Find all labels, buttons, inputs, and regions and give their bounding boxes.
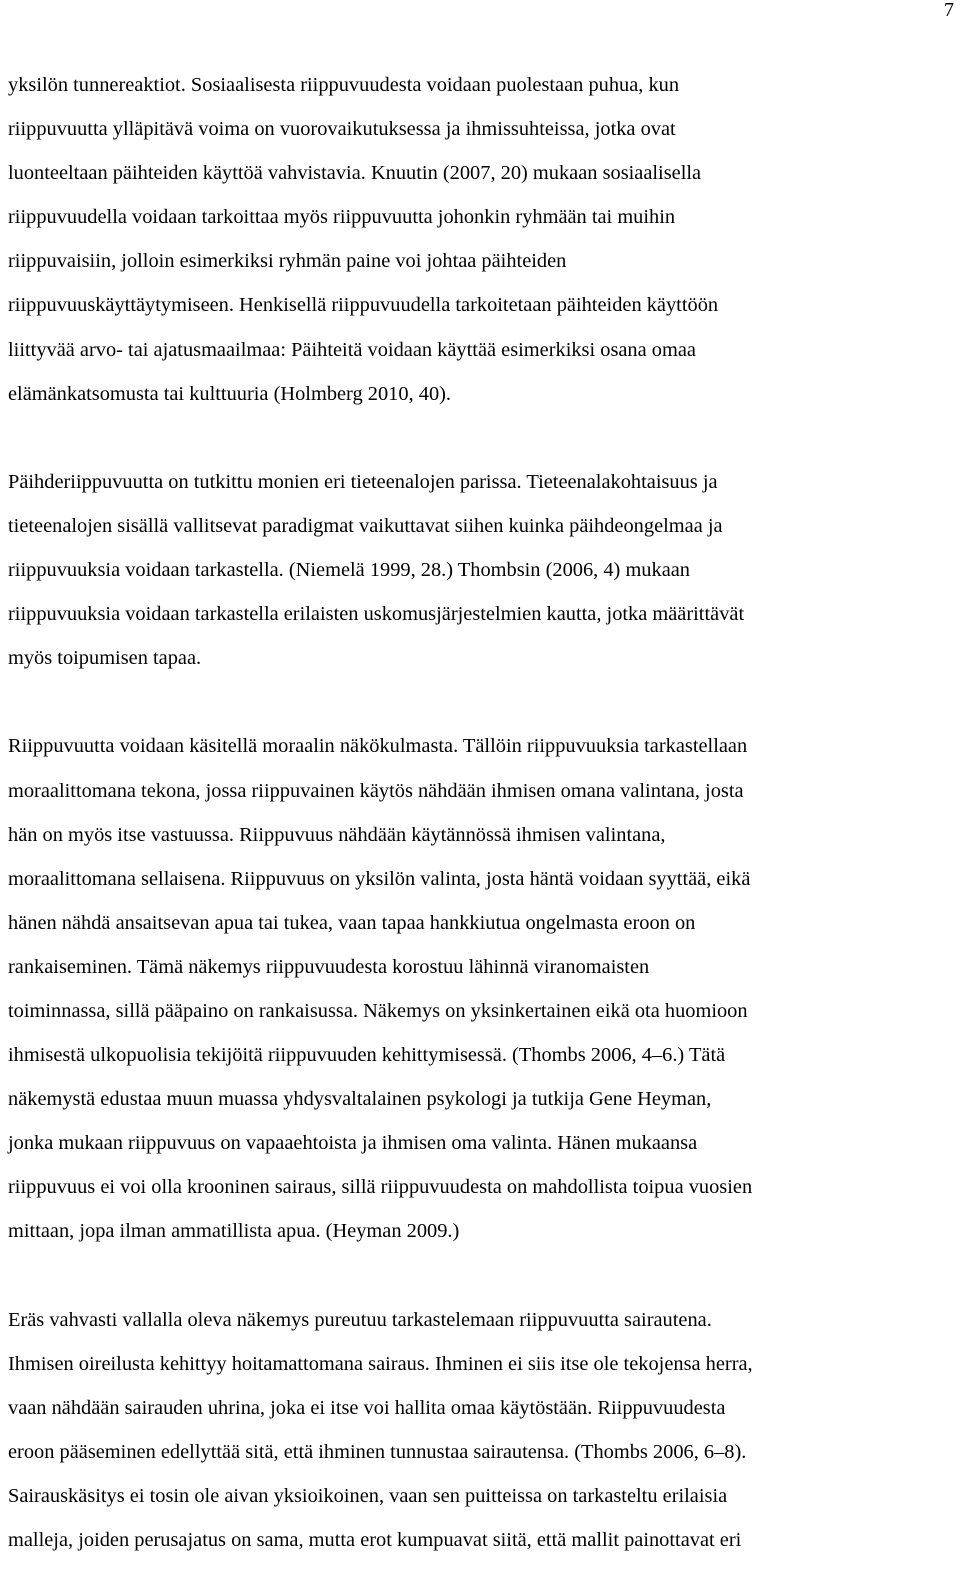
paragraph-moral-model <box>8 724 952 1253</box>
paragraph-disease-model <box>8 1298 952 1563</box>
document-body <box>8 63 952 1562</box>
text-line: Sairauskäsitys ei tosin ole aivan yksioikoinen, vaan sen puitteissa on tarkasteltu erilaisia <box>8 1485 728 1507</box>
paragraph-gap <box>8 680 952 724</box>
text-line: riippuvuuksia voidaan tarkastella. (Niemelä 1999, 28.) Thombsin (2006, 4) mukaan <box>8 559 690 582</box>
text-line: tieteenalojen sisällä vallitsevat paradigmat vaikuttavat siihen kuinka päihdeongelmaa ja <box>8 514 723 537</box>
text-line: hän on myös itse vastuussa. Riippuvuus nähdään käytännössä ihmisen valintana, <box>8 823 666 846</box>
text-line: mittaan, jopa ilman ammatillista apua. (Heyman 2009.) <box>8 1220 460 1243</box>
text-line: yksilön tunnereaktiot. Sosiaalisesta riippuvuudesta voidaan puolestaan puhua, kun <box>8 74 680 96</box>
text-line: luonteeltaan päihteiden käyttöä vahvistavia. Knuutin (2007, 20) mukaan sosiaalisella <box>8 162 702 185</box>
text-line: Riippuvuutta voidaan käsitellä moraalin näkökulmasta. Tällöin riippuvuuksia tarkastellaan <box>8 735 748 758</box>
text-line: riippuvuuskäyttäytymiseen. Henkisellä riippuvuudella tarkoitetaan päihteiden käyttöön <box>8 294 719 317</box>
text-line: moraalittomana tekona, jossa riippuvainen käytös nähdään ihmisen omana valintana, josta <box>8 779 744 802</box>
text-line: riippuvuus ei voi olla krooninen sairaus, sillä riippuvuudesta on mahdollista toipua vuosien <box>8 1176 753 1199</box>
paragraph-social-dependence <box>8 63 952 416</box>
text-line: näkemystä edustaa muun muassa yhdysvaltalainen psykologi ja tutkija Gene Heyman, <box>8 1088 712 1111</box>
text-line: liittyvää arvo- tai ajatusmaailmaa: Päihteitä voidaan käyttää esimerkiksi osana omaa <box>8 338 696 361</box>
text-line: Eräs vahvasti vallalla oleva näkemys pureutuu tarkastelemaan riippuvuutta sairautena. <box>8 1308 712 1331</box>
text-line: elämänkatsomusta tai kulttuuria (Holmberg 2010, 40). <box>8 382 452 405</box>
paragraph-disciplines <box>8 460 952 680</box>
text-line: rankaiseminen. Tämä näkemys riippuvuudesta korostuu lähinnä viranomaisten <box>8 955 650 978</box>
text-line: riippuvuutta ylläpitävä voima on vuorovaikutuksessa ja ihmissuhteissa, jotka ovat <box>8 118 676 141</box>
text-line: Ihmisen oireilusta kehittyy hoitamattomana sairaus. Ihminen ei siis itse ole tekojensa herra, <box>8 1352 753 1375</box>
paragraph-gap <box>8 1254 952 1298</box>
text-line: vaan nähdään sairauden uhrina, joka ei itse voi hallita omaa käytöstään. Riippuvuudesta <box>8 1396 726 1419</box>
text-line: moraalittomana sellaisena. Riippuvuus on yksilön valinta, josta häntä voidaan syyttää, eikä <box>8 867 751 890</box>
text-line: riippuvaisiin, jolloin esimerkiksi ryhmän paine voi johtaa päihteiden <box>8 250 567 273</box>
text-line: jonka mukaan riippuvuus on vapaaehtoista ja ihmisen oma valinta. Hänen mukaansa <box>8 1132 698 1155</box>
text-line: malleja, joiden perusajatus on sama, mutta erot kumpuavat siitä, että mallit painottavat eri <box>8 1529 742 1552</box>
text-line: ihmisestä ulkopuolisia tekijöitä riippuvuuden kehittymisessä. (Thombs 2006, 4–6.) Tätä <box>8 1044 726 1067</box>
text-line: riippuvuuksia voidaan tarkastella erilaisten uskomusjärjestelmien kautta, jotka määrittävät <box>8 603 745 626</box>
text-line: toiminnassa, sillä pääpaino on rankaisussa. Näkemys on yksinkertainen eikä ota huomioon <box>8 999 748 1022</box>
text-line: myös toipumisen tapaa. <box>8 647 202 670</box>
text-line: hänen nähdä ansaitsevan apua tai tukea, vaan tapaa hankkiutua ongelmasta eroon on <box>8 911 696 934</box>
text-line: Päihderiippuvuutta on tutkittu monien eri tieteenalojen parissa. Tieteenalakohtaisuus ja <box>8 470 718 493</box>
text-line: riippuvuudella voidaan tarkoittaa myös riippuvuutta johonkin ryhmään tai muihin <box>8 206 676 229</box>
page-number: 7 <box>944 0 954 21</box>
text-line: eroon pääseminen edellyttää sitä, että ihminen tunnustaa sairautensa. (Thombs 2006, 6–8). <box>8 1440 747 1463</box>
paragraph-gap <box>8 416 952 460</box>
